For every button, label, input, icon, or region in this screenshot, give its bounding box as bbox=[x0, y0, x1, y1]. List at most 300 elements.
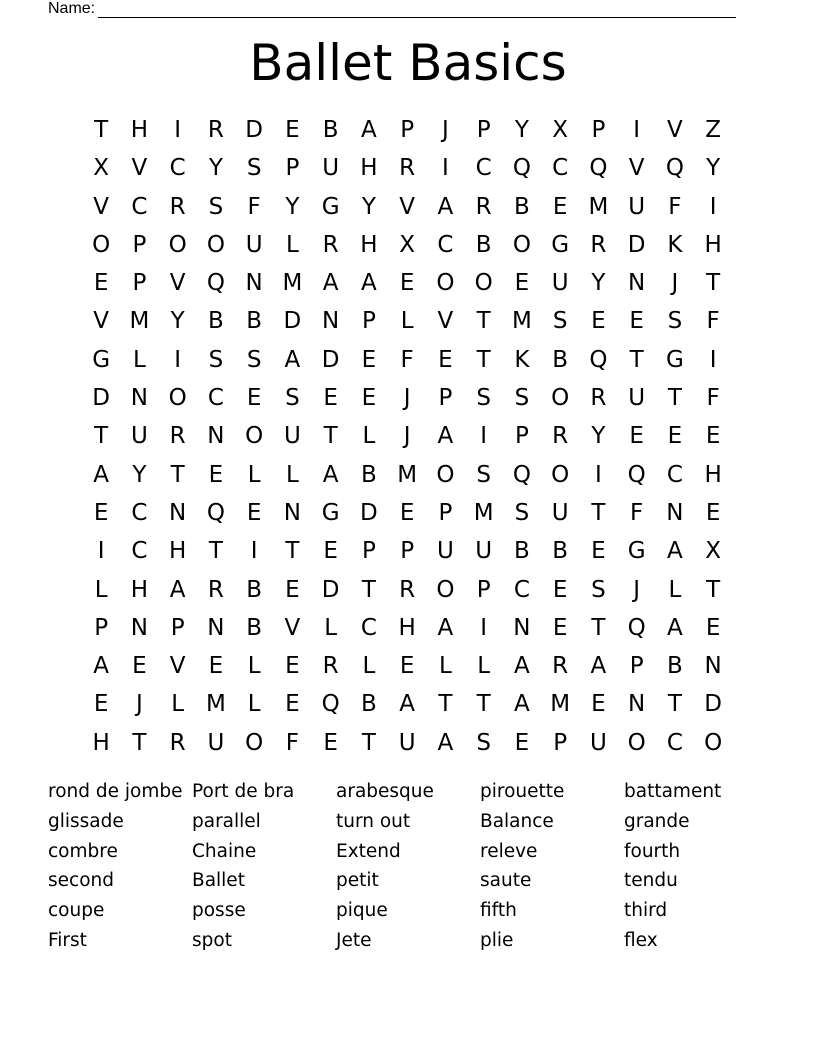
grid-letter: P bbox=[553, 729, 568, 756]
grid-letter: R bbox=[552, 423, 569, 450]
grid-letter: T bbox=[476, 308, 491, 335]
word-list-item: rond de jombe bbox=[48, 781, 183, 802]
grid-letter: A bbox=[93, 461, 109, 488]
grid-letter: E bbox=[93, 691, 109, 718]
grid-letter: E bbox=[514, 270, 530, 297]
grid-letter: V bbox=[131, 155, 148, 182]
word-list-item: Extend bbox=[336, 840, 401, 862]
grid-letter: O bbox=[436, 461, 455, 488]
grid-letter: Y bbox=[706, 155, 721, 182]
grid-letter: T bbox=[361, 729, 376, 756]
grid-letter: P bbox=[476, 576, 491, 603]
grid-letter: D bbox=[360, 499, 378, 526]
grid-letter: N bbox=[513, 614, 531, 641]
grid-letter: S bbox=[208, 346, 224, 373]
grid-letter: S bbox=[476, 729, 491, 756]
grid-letter: P bbox=[400, 117, 415, 143]
grid-letter: E bbox=[323, 385, 338, 412]
grid-letter: S bbox=[246, 346, 262, 373]
grid-letter: S bbox=[476, 461, 491, 488]
grid-letter: M bbox=[511, 308, 532, 335]
word-list-item: Ballet bbox=[192, 870, 245, 892]
grid-letter: L bbox=[400, 308, 414, 335]
word-list-item: Jete bbox=[336, 929, 372, 951]
grid-letter: J bbox=[403, 423, 411, 450]
grid-letter: L bbox=[362, 423, 376, 450]
grid-letter: E bbox=[208, 653, 224, 680]
grid-letter: N bbox=[628, 691, 646, 718]
grid-letter: E bbox=[705, 423, 721, 450]
grid-letter: P bbox=[361, 308, 376, 335]
grid-letter: A bbox=[437, 614, 454, 641]
grid-letter: L bbox=[477, 653, 491, 680]
grid-letter: L bbox=[171, 691, 185, 718]
word-list-item: parallel bbox=[192, 810, 261, 832]
grid-letter: T bbox=[323, 423, 338, 450]
grid-letter: O bbox=[436, 576, 455, 603]
grid-letter: P bbox=[94, 614, 109, 641]
grid-letter: U bbox=[628, 385, 646, 412]
grid-letter: M bbox=[550, 691, 571, 718]
word-list-item: third bbox=[624, 900, 668, 922]
grid-letter: N bbox=[169, 499, 187, 526]
grid-letter: E bbox=[285, 653, 300, 680]
grid-letter: G bbox=[321, 499, 340, 526]
grid-letter: E bbox=[438, 346, 453, 373]
word-list-item: grande bbox=[624, 810, 690, 832]
grid-letter: Y bbox=[514, 117, 529, 143]
grid-letter: U bbox=[436, 538, 454, 565]
grid-letter: S bbox=[552, 308, 568, 335]
grid-letter: U bbox=[283, 423, 301, 450]
grid-letter: Y bbox=[170, 308, 185, 335]
grid-letter: L bbox=[362, 653, 376, 680]
grid-letter: K bbox=[667, 231, 683, 258]
grid-letter: J bbox=[135, 691, 143, 718]
grid-letter: D bbox=[704, 691, 722, 718]
grid-letter: F bbox=[247, 193, 261, 220]
grid-letter: M bbox=[205, 691, 226, 718]
grid-letter: K bbox=[514, 346, 530, 373]
grid-letter: N bbox=[283, 499, 301, 526]
grid-letter: F bbox=[706, 385, 720, 412]
grid-letter: O bbox=[551, 461, 570, 488]
grid-letter: P bbox=[476, 117, 491, 143]
grid-letter: L bbox=[247, 653, 261, 680]
grid-letter: O bbox=[512, 231, 531, 258]
word-list-item: pirouette bbox=[480, 781, 565, 802]
grid-letter: B bbox=[207, 308, 224, 335]
grid-letter: O bbox=[168, 231, 187, 258]
word-list-item: First bbox=[48, 929, 87, 951]
word-list-item: flex bbox=[624, 929, 658, 951]
grid-letter: X bbox=[705, 538, 721, 565]
grid-letter: F bbox=[668, 193, 682, 220]
grid-letter: C bbox=[666, 729, 683, 756]
grid-letter: P bbox=[438, 385, 453, 412]
grid-letter: C bbox=[552, 155, 569, 182]
name-label: Name: bbox=[48, 0, 96, 17]
grid-letter: R bbox=[169, 729, 186, 756]
grid-letter: V bbox=[437, 308, 454, 335]
grid-letter: D bbox=[245, 117, 263, 143]
grid-letter: T bbox=[94, 423, 109, 450]
grid-letter: O bbox=[436, 270, 455, 297]
grid-letter: O bbox=[168, 385, 187, 412]
grid-letter: C bbox=[207, 385, 224, 412]
grid-letter: T bbox=[94, 117, 109, 143]
grid-letter: L bbox=[285, 231, 299, 258]
grid-letter: A bbox=[437, 729, 454, 756]
grid-letter: A bbox=[322, 461, 339, 488]
grid-letter: I bbox=[480, 423, 488, 450]
grid-letter: C bbox=[513, 576, 530, 603]
grid-letter: U bbox=[475, 538, 493, 565]
grid-letter: C bbox=[475, 155, 492, 182]
grid-letter: T bbox=[591, 499, 606, 526]
word-list-item: spot bbox=[192, 929, 232, 951]
grid-letter: E bbox=[93, 499, 109, 526]
grid-letter: L bbox=[668, 576, 682, 603]
grid-letter: L bbox=[285, 461, 299, 488]
grid-letter: E bbox=[667, 423, 683, 450]
grid-letter: L bbox=[324, 614, 338, 641]
grid-letter: T bbox=[476, 346, 491, 373]
grid-letter: J bbox=[441, 117, 449, 143]
grid-letter: N bbox=[207, 614, 225, 641]
word-list-item: fourth bbox=[624, 840, 681, 862]
grid-letter: C bbox=[360, 614, 377, 641]
word-list-item: Port de bra bbox=[192, 781, 295, 802]
word-list-item: plie bbox=[480, 929, 514, 951]
letter-grid bbox=[82, 111, 732, 762]
grid-letter: F bbox=[400, 346, 414, 373]
grid-letter: A bbox=[93, 653, 109, 680]
grid-letter: I bbox=[250, 538, 258, 565]
grid-letter: D bbox=[321, 346, 340, 373]
grid-letter: H bbox=[360, 231, 378, 258]
grid-letter: A bbox=[437, 193, 454, 220]
word-list-item: tendu bbox=[624, 870, 678, 892]
grid-letter: T bbox=[629, 346, 644, 373]
word-list-item: second bbox=[48, 870, 114, 892]
grid-letter: F bbox=[285, 729, 299, 756]
grid-letter: U bbox=[207, 729, 225, 756]
grid-letter: N bbox=[245, 270, 263, 297]
grid-letter: E bbox=[399, 499, 415, 526]
grid-letter: R bbox=[169, 423, 186, 450]
grid-letter: U bbox=[130, 423, 148, 450]
grid-letter: I bbox=[441, 155, 449, 182]
grid-letter: L bbox=[247, 461, 261, 488]
grid-letter: P bbox=[591, 117, 606, 143]
grid-letter: R bbox=[399, 576, 416, 603]
word-list-item: petit bbox=[336, 870, 379, 892]
grid-letter: S bbox=[208, 193, 224, 220]
grid-letter: Q bbox=[512, 155, 531, 182]
grid-letter: D bbox=[283, 308, 302, 335]
grid-letter: P bbox=[170, 614, 185, 641]
grid-letter: V bbox=[169, 270, 186, 297]
grid-letter: G bbox=[551, 231, 570, 258]
grid-letter: R bbox=[552, 653, 569, 680]
grid-letter: X bbox=[552, 117, 568, 143]
grid-letter: P bbox=[361, 538, 376, 565]
grid-letter: R bbox=[322, 653, 339, 680]
grid-letter: D bbox=[627, 231, 646, 258]
grid-letter: Q bbox=[206, 499, 225, 526]
grid-letter: O bbox=[92, 231, 111, 258]
grid-letter: E bbox=[399, 653, 415, 680]
grid-letter: Y bbox=[132, 461, 147, 488]
grid-letter: Q bbox=[627, 461, 646, 488]
grid-letter: A bbox=[514, 691, 530, 718]
grid-letter: E bbox=[514, 729, 530, 756]
grid-letter: Y bbox=[591, 270, 606, 297]
word-list-item: posse bbox=[192, 900, 246, 922]
grid-letter: J bbox=[633, 576, 641, 603]
word-list-item: fifth bbox=[480, 900, 517, 922]
grid-letter: R bbox=[475, 193, 492, 220]
word-list-item: pique bbox=[336, 900, 388, 922]
grid-letter: N bbox=[207, 423, 225, 450]
word-list-item: glissade bbox=[48, 810, 124, 832]
grid-letter: O bbox=[245, 729, 264, 756]
grid-letter: E bbox=[552, 576, 568, 603]
page-title: Ballet Basics bbox=[249, 34, 567, 92]
grid-letter: E bbox=[246, 385, 262, 412]
grid-letter: T bbox=[476, 691, 491, 718]
grid-letter: P bbox=[132, 231, 147, 258]
grid-letter: U bbox=[322, 155, 340, 182]
grid-letter: I bbox=[633, 117, 641, 143]
grid-letter: D bbox=[92, 385, 110, 412]
grid-letter: O bbox=[474, 270, 493, 297]
grid-letter: Q bbox=[206, 270, 225, 297]
grid-letter: S bbox=[514, 385, 530, 412]
grid-letter: B bbox=[360, 691, 377, 718]
grid-letter: M bbox=[282, 270, 303, 297]
grid-letter: N bbox=[322, 308, 340, 335]
grid-letter: I bbox=[97, 538, 105, 565]
grid-letter: Y bbox=[285, 193, 300, 220]
grid-letter: E bbox=[93, 270, 109, 297]
grid-letter: O bbox=[704, 729, 723, 756]
word-list-item: battament bbox=[624, 781, 722, 802]
grid-letter: M bbox=[397, 461, 418, 488]
grid-letter: S bbox=[476, 385, 491, 412]
grid-letter: B bbox=[666, 653, 683, 680]
grid-letter: C bbox=[666, 461, 683, 488]
grid-letter: U bbox=[551, 499, 569, 526]
word-list-item: Balance bbox=[480, 810, 554, 832]
grid-letter: E bbox=[246, 499, 262, 526]
grid-letter: S bbox=[591, 576, 606, 603]
grid-letter: Q bbox=[589, 155, 608, 182]
grid-letter: T bbox=[208, 538, 223, 565]
name-field[interactable] bbox=[48, 0, 736, 18]
grid-letter: T bbox=[361, 576, 376, 603]
grid-letter: E bbox=[552, 614, 568, 641]
grid-letter: Y bbox=[591, 423, 606, 450]
grid-letter: T bbox=[438, 691, 453, 718]
grid-letter: V bbox=[628, 155, 645, 182]
word-list-item: coupe bbox=[48, 900, 105, 922]
grid-letter: T bbox=[170, 461, 185, 488]
grid-letter: A bbox=[667, 614, 683, 641]
grid-letter: J bbox=[403, 385, 411, 412]
grid-letter: V bbox=[169, 653, 186, 680]
grid-letter: E bbox=[285, 576, 300, 603]
grid-letter: A bbox=[399, 691, 415, 718]
grid-letter: T bbox=[132, 729, 147, 756]
grid-letter: N bbox=[666, 499, 684, 526]
grid-letter: Y bbox=[361, 193, 376, 220]
grid-letter: R bbox=[207, 576, 224, 603]
grid-letter: Q bbox=[512, 461, 531, 488]
grid-letter: M bbox=[588, 193, 609, 220]
grid-letter: B bbox=[475, 231, 492, 258]
grid-letter: A bbox=[322, 270, 339, 297]
grid-letter: G bbox=[665, 346, 684, 373]
grid-letter: T bbox=[285, 538, 300, 565]
word-list-item: saute bbox=[480, 870, 532, 892]
grid-letter: G bbox=[321, 193, 340, 220]
grid-letter: E bbox=[629, 423, 644, 450]
grid-letter: H bbox=[704, 231, 722, 258]
grid-letter: C bbox=[131, 499, 148, 526]
grid-letter: B bbox=[513, 193, 530, 220]
grid-letter: V bbox=[93, 193, 109, 220]
grid-letter: B bbox=[246, 576, 263, 603]
grid-letter: V bbox=[667, 117, 683, 143]
grid-letter: H bbox=[130, 117, 149, 143]
grid-letter: C bbox=[169, 155, 186, 182]
grid-letter: T bbox=[667, 691, 682, 718]
name-line[interactable] bbox=[98, 2, 736, 18]
grid-letter: E bbox=[208, 461, 224, 488]
grid-letter: Q bbox=[321, 691, 340, 718]
grid-letter: V bbox=[284, 614, 301, 641]
grid-letter: T bbox=[591, 614, 606, 641]
grid-letter: F bbox=[630, 499, 644, 526]
grid-letter: N bbox=[130, 614, 148, 641]
grid-letter: A bbox=[284, 346, 301, 373]
grid-letter: B bbox=[246, 614, 263, 641]
grid-letter: I bbox=[174, 346, 182, 373]
grid-letter: U bbox=[551, 270, 569, 297]
grid-letter: M bbox=[129, 308, 150, 335]
grid-letter: E bbox=[361, 385, 377, 412]
grid-letter: E bbox=[552, 193, 568, 220]
grid-letter: E bbox=[323, 729, 338, 756]
grid-letter: L bbox=[247, 691, 261, 718]
grid-letter: U bbox=[245, 231, 263, 258]
grid-letter: E bbox=[705, 499, 721, 526]
word-list-item: releve bbox=[480, 840, 538, 862]
grid-letter: Q bbox=[589, 346, 608, 373]
grid-letter: C bbox=[131, 193, 148, 220]
grid-letter: T bbox=[667, 385, 682, 412]
grid-letter: B bbox=[246, 308, 263, 335]
grid-letter: M bbox=[473, 499, 494, 526]
grid-letter: G bbox=[627, 538, 646, 565]
grid-letter: O bbox=[627, 729, 646, 756]
grid-letter: R bbox=[322, 231, 339, 258]
grid-letter: U bbox=[398, 729, 416, 756]
grid-letter: E bbox=[591, 538, 606, 565]
grid-letter: I bbox=[174, 117, 182, 143]
grid-letter: R bbox=[590, 385, 607, 412]
grid-letter: E bbox=[591, 691, 606, 718]
grid-letter: S bbox=[285, 385, 300, 412]
grid-letter: A bbox=[667, 538, 683, 565]
grid-letter: U bbox=[589, 729, 607, 756]
grid-letter: C bbox=[437, 231, 454, 258]
grid-letter: I bbox=[709, 346, 717, 373]
grid-letter: I bbox=[709, 193, 717, 220]
grid-letter: I bbox=[480, 614, 488, 641]
grid-letter: R bbox=[169, 193, 186, 220]
grid-letter: L bbox=[94, 576, 108, 603]
grid-letter: U bbox=[628, 193, 646, 220]
grid-letter: R bbox=[590, 231, 607, 258]
grid-letter: T bbox=[706, 576, 721, 603]
grid-letter: A bbox=[169, 576, 186, 603]
grid-letter: E bbox=[591, 308, 606, 335]
grid-letter: N bbox=[628, 270, 646, 297]
grid-letter: Y bbox=[208, 155, 223, 182]
grid-letter: O bbox=[206, 231, 225, 258]
grid-letter: E bbox=[399, 270, 415, 297]
grid-letter: S bbox=[246, 155, 262, 182]
grid-letter: E bbox=[285, 117, 300, 143]
grid-letter: V bbox=[93, 308, 109, 335]
grid-letter: H bbox=[704, 461, 722, 488]
grid-letter: A bbox=[361, 117, 377, 143]
grid-letter: X bbox=[93, 155, 109, 182]
grid-letter: H bbox=[168, 538, 187, 565]
grid-letter: B bbox=[360, 461, 377, 488]
grid-letter: H bbox=[398, 614, 416, 641]
grid-letter: H bbox=[92, 729, 110, 756]
grid-letter: H bbox=[130, 576, 149, 603]
grid-letter: O bbox=[551, 385, 570, 412]
grid-letter: L bbox=[132, 346, 146, 373]
grid-letter: Z bbox=[705, 117, 721, 143]
grid-letter: P bbox=[132, 270, 147, 297]
grid-letter: C bbox=[131, 538, 148, 565]
grid-letter: Q bbox=[665, 155, 684, 182]
grid-letter: F bbox=[706, 308, 720, 335]
grid-letter: X bbox=[399, 231, 415, 258]
grid-letter: S bbox=[667, 308, 683, 335]
grid-letter: N bbox=[130, 385, 148, 412]
grid-letter: Q bbox=[627, 614, 646, 641]
grid-letter: E bbox=[361, 346, 377, 373]
grid-letter: N bbox=[704, 653, 722, 680]
grid-letter: L bbox=[438, 653, 452, 680]
grid-letter: T bbox=[706, 270, 721, 297]
grid-letter: J bbox=[671, 270, 679, 297]
word-list-item: arabesque bbox=[336, 781, 434, 802]
word-list-item: combre bbox=[48, 840, 118, 862]
word-list bbox=[48, 777, 768, 956]
grid-letter: E bbox=[323, 538, 338, 565]
grid-letter: P bbox=[629, 653, 644, 680]
word-list-item: Chaine bbox=[192, 840, 257, 862]
grid-letter: A bbox=[590, 653, 607, 680]
